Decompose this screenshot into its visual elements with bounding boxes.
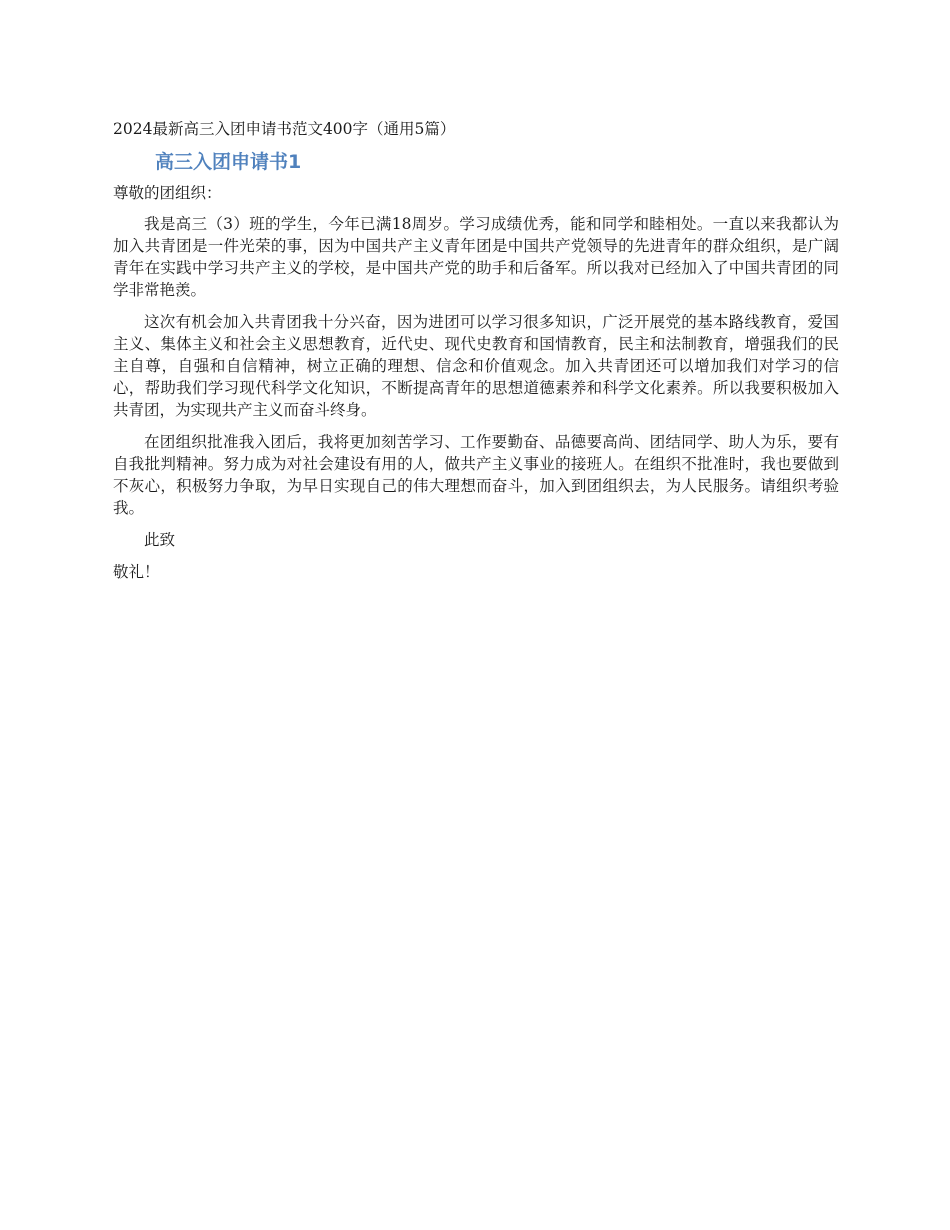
closing-phrase: 此致 xyxy=(144,531,176,549)
regards-phrase: 敬礼！ xyxy=(113,563,160,581)
body-paragraph-3: 在团组织批准我入团后，我将更加刻苦学习、工作要勤奋、品德要高尚、团结同学、助人为乐，要有自我批判精神。努力成为对社会建设有用的人，做共产主义事业的接班人。在组织不批准时，我也要做到不灰心，积极努力争取，为早日实现自己的伟大理想而奋斗，加入到团组织去，为人民服务。请组织考验我。 xyxy=(113,433,839,517)
body-paragraph-1: 我是高三（3）班的学生，今年已满18周岁。学习成绩优秀，能和同学和睦相处。一直以来我都认为加入共青团是一件光荣的事，因为中国共产主义青年团是中国共产党领导的先进青年的群众组织，是广阔青年在实践中学习共产主义的学校，是中国共产党的助手和后备军。所以我对已经加入了中国共青团的同学非常艳羡。 xyxy=(113,215,839,299)
salutation: 尊敬的团组织： xyxy=(113,184,222,202)
section-heading: 高三入团申请书1 xyxy=(155,151,302,173)
document-page xyxy=(113,118,839,583)
body-paragraph-2: 这次有机会加入共青团我十分兴奋，因为进团可以学习很多知识，广泛开展党的基本路线教育，爱国主义、集体主义和社会主义思想教育，近代史、现代史教育和国情教育，民主和法制教育，增强我们的民主自尊，自强和自信精神，树立正确的理想、信念和价值观念。加入共青团还可以增加我们对学习的信心，帮助我们学习现代科学文化知识，不断提高青年的思想道德素养和科学文化素养。所以我要积极加入共青团，为实现共产主义而奋斗终身。 xyxy=(113,313,839,419)
document-title: 2024最新高三入团申请书范文400字（通用5篇） xyxy=(113,120,456,138)
